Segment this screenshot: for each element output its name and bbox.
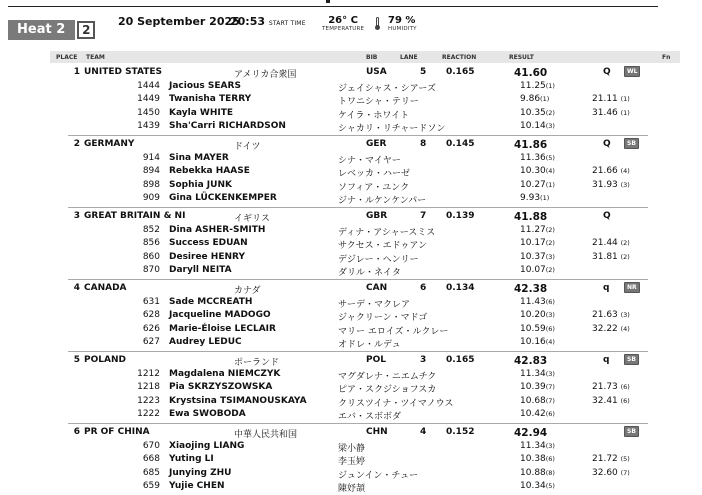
team-separator [68, 207, 648, 208]
athlete-row [68, 440, 648, 454]
athlete-row [68, 408, 648, 422]
athlete-name: Yujie CHEN [169, 481, 225, 491]
temperature-label: TEMPERATURE [322, 26, 365, 32]
split-value: 11.25 [520, 80, 546, 91]
team-row [68, 426, 648, 440]
team-reaction: 0.165 [446, 355, 475, 365]
athlete-row [68, 336, 648, 350]
split-time [520, 409, 555, 419]
team-lane: 6 [420, 283, 427, 293]
athlete-row [68, 264, 648, 278]
athlete-bib: 914 [142, 152, 160, 163]
athlete-row [68, 323, 648, 337]
cumulative-value: 21.72 [592, 454, 618, 464]
record-badge: SB [624, 354, 639, 365]
cumulative-rank: (6) [620, 396, 630, 405]
header-bib: BIB [366, 54, 378, 61]
athlete-bib: 685 [142, 467, 160, 478]
split-rank: (1) [545, 180, 555, 189]
team-result: 42.38 [514, 283, 548, 295]
athlete-name-jp: エバ・スボボダ [338, 412, 402, 422]
athlete-name-jp: ダリル・ネイタ [338, 268, 401, 278]
team-entry [68, 66, 648, 134]
team-lane: 4 [420, 427, 427, 437]
athlete-row [68, 165, 648, 179]
split-value: 11.43 [520, 296, 546, 307]
athlete-row [68, 80, 648, 94]
cumulative-time [592, 454, 630, 464]
header-place: PLACE [56, 54, 78, 61]
athlete-name-jp: レベッカ・ハーゼ [338, 169, 410, 179]
team-code: CHN [366, 427, 388, 437]
split-time [520, 337, 555, 347]
team-name-jp: ドイツ [234, 142, 261, 152]
team-name: GERMANY [84, 139, 135, 149]
cumulative-value: 32.22 [592, 323, 618, 334]
split-rank: (3) [545, 252, 555, 261]
split-time [520, 166, 555, 176]
athlete-name: Xiaojing LIANG [169, 440, 245, 451]
athlete-name-jp: ピア・スクジショフスカ [338, 385, 437, 395]
athlete-name: Rebekka HAASE [169, 166, 250, 176]
split-value: 9.86 [520, 94, 541, 104]
team-reaction: 0.165 [446, 67, 475, 77]
athlete-name: Gina LÜCKENKEMPER [169, 193, 277, 203]
split-rank: (6) [545, 455, 555, 463]
athlete-name: Sina MAYER [169, 152, 229, 163]
athlete-bib: 898 [142, 179, 160, 190]
start-time-label: START TIME [268, 20, 306, 27]
athlete-name-jp: トワニシャ・テリー [338, 97, 419, 107]
athlete-row [68, 381, 648, 395]
cumulative-value: 21.63 [592, 310, 618, 320]
athlete-name: Twanisha TERRY [169, 94, 252, 104]
athlete-bib: 1439 [137, 121, 160, 131]
cumulative-rank: (1) [620, 108, 630, 117]
athlete-name: Success EDUAN [169, 238, 248, 248]
athlete-bib: 894 [142, 166, 160, 176]
split-value: 11.34 [520, 368, 546, 379]
heat-label: Heat 2 [8, 20, 75, 40]
team-separator [68, 279, 648, 280]
qualification-mark: Q [603, 211, 611, 221]
athlete-name: Sade MCCREATH [169, 296, 253, 307]
athlete-row [68, 120, 648, 134]
team-name-jp: アメリカ合衆国 [234, 70, 297, 80]
split-rank: (7) [545, 383, 555, 391]
athlete-bib: 909 [142, 193, 160, 203]
split-rank: (2) [545, 108, 555, 117]
split-value: 11.34 [520, 440, 546, 451]
athlete-bib: 1450 [137, 107, 160, 118]
team-place: 4 [73, 283, 80, 293]
qualification-mark: q [603, 283, 610, 293]
team-name-jp: ポーランド [234, 358, 280, 368]
team-name-jp: カナダ [234, 286, 261, 296]
team-name: POLAND [84, 355, 126, 365]
split-value: 10.38 [520, 454, 546, 464]
team-separator [68, 135, 648, 136]
athlete-bib: 1212 [137, 368, 160, 379]
athlete-bib: 668 [142, 454, 160, 464]
split-value: 10.07 [520, 265, 546, 275]
athlete-bib: 852 [142, 224, 160, 235]
split-time [520, 193, 549, 203]
split-value: 10.27 [520, 179, 546, 190]
split-rank: (3) [545, 311, 555, 319]
cumulative-time [592, 252, 630, 262]
team-name: GREAT BRITAIN & NI [84, 211, 186, 221]
athlete-name: Jacqueline MADOGO [169, 310, 271, 320]
split-time [520, 108, 555, 118]
athlete-name: Sha'Carri RICHARDSON [169, 121, 286, 131]
split-rank: (3) [545, 369, 555, 378]
split-time [520, 252, 555, 262]
athlete-name: Desiree HENRY [169, 251, 245, 262]
record-badge: WL [624, 66, 640, 77]
athlete-name-jp: ジェイシャス・シアーズ [338, 83, 436, 94]
split-value: 10.42 [520, 409, 546, 419]
team-lane: 3 [420, 355, 427, 365]
team-code: POL [366, 355, 386, 365]
team-result: 42.83 [514, 355, 548, 367]
team-row [68, 66, 648, 80]
split-value: 10.59 [520, 323, 546, 334]
split-rank: (4) [545, 338, 555, 346]
cumulative-time [592, 94, 630, 104]
split-time [520, 396, 555, 406]
split-time [520, 468, 555, 478]
team-entry [68, 282, 648, 350]
top-rule [8, 6, 658, 7]
team-reaction: 0.139 [446, 211, 475, 221]
athlete-row [68, 467, 648, 481]
athlete-row [68, 309, 648, 323]
split-value: 10.14 [520, 121, 546, 131]
split-rank: (1) [545, 81, 555, 90]
athlete-bib: 628 [142, 310, 160, 320]
athlete-name-jp: 陳妤頡 [338, 484, 366, 494]
cumulative-time [592, 382, 630, 392]
split-rank: (3) [545, 441, 555, 450]
athlete-name: Pia SKRZYSZOWSKA [169, 382, 273, 392]
athlete-name-jp: ケイラ・ホワイト [338, 110, 410, 121]
cumulative-time [592, 108, 630, 118]
team-name: UNITED STATES [84, 67, 163, 77]
athlete-name-jp: クリスツイナ・ツイマノウス [338, 398, 454, 409]
cumulative-time [592, 238, 630, 248]
cumulative-rank: (2) [620, 252, 630, 261]
team-lane: 7 [420, 211, 427, 221]
humidity-value: 79 % [388, 15, 416, 26]
split-time [520, 94, 549, 104]
athlete-name: Jacious SEARS [169, 80, 241, 91]
team-place: 1 [73, 67, 80, 77]
athlete-name-jp: マリー エロイズ・ルクレー [338, 326, 449, 337]
split-value: 10.34 [520, 481, 546, 491]
cumulative-value: 31.46 [592, 107, 618, 118]
team-entry [68, 138, 648, 206]
split-time [520, 481, 555, 491]
athlete-name: Krystsina TSIMANOUSKAYA [169, 395, 307, 406]
temperature-value: 26° C [328, 15, 358, 26]
humidity-label: HUMIDITY [388, 26, 417, 32]
cumulative-rank: (7) [620, 468, 630, 477]
team-result: 41.86 [514, 139, 548, 151]
athlete-name-jp: シャカリ・リチャードソン [338, 124, 446, 134]
team-name: PR OF CHINA [84, 427, 150, 437]
split-value: 10.35 [520, 107, 546, 118]
athlete-name-jp: ジャクリーン・マドゴ [338, 313, 428, 323]
athlete-name: Ewa SWOBODA [169, 409, 246, 419]
team-row [68, 210, 648, 224]
cumulative-time [592, 180, 630, 190]
split-value: 11.27 [520, 224, 546, 235]
athlete-name-jp: サーデ・マクレア [338, 299, 411, 310]
athlete-name-jp: 李玉婷 [338, 457, 366, 467]
split-rank: (3) [545, 122, 555, 130]
cumulative-value: 21.11 [592, 94, 618, 104]
team-result: 41.60 [514, 67, 548, 79]
split-time [520, 180, 555, 190]
team-row [68, 354, 648, 368]
record-badge: SB [624, 426, 639, 437]
athlete-name-jp: デジレー・ヘンリー [338, 254, 419, 265]
team-place: 3 [73, 211, 80, 221]
split-rank: (6) [545, 297, 555, 306]
team-place: 5 [73, 355, 80, 365]
team-separator [68, 351, 648, 352]
top-tick [326, 0, 330, 3]
split-time [520, 121, 555, 131]
team-place: 6 [73, 427, 80, 437]
temperature [322, 15, 364, 32]
athlete-name-jp: ソフィア・ユンク [338, 182, 410, 193]
athlete-name: Yuting LI [169, 454, 214, 464]
athlete-name: Magdalena NIEMCZYK [169, 368, 281, 379]
cumulative-rank: (6) [620, 383, 630, 391]
header-reaction: REACTION [442, 54, 477, 61]
athlete-name: Junying ZHU [169, 467, 232, 478]
athlete-name-jp: シナ・マイヤー [338, 155, 401, 166]
athlete-name-jp: 梁小静 [338, 443, 366, 454]
split-rank: (2) [545, 266, 555, 274]
split-value: 10.68 [520, 395, 546, 406]
team-code: USA [366, 67, 387, 77]
cumulative-rank: (3) [620, 311, 630, 319]
athlete-name: Kayla WHITE [169, 107, 234, 118]
athlete-bib: 1449 [137, 94, 160, 104]
athlete-row [68, 237, 648, 251]
cumulative-rank: (4) [620, 167, 630, 175]
athlete-name-jp: マグダレナ・ニエムチク [338, 371, 437, 382]
split-time [520, 81, 555, 91]
split-value: 10.20 [520, 310, 546, 320]
team-reaction: 0.134 [446, 283, 475, 293]
cumulative-value: 32.60 [592, 467, 618, 478]
split-rank: (4) [545, 167, 555, 175]
split-time [520, 369, 555, 379]
split-rank: (5) [545, 153, 555, 162]
athlete-bib: 1444 [137, 80, 160, 91]
athlete-bib: 1223 [137, 395, 160, 406]
team-row [68, 138, 648, 152]
split-time [520, 153, 555, 163]
athlete-row [68, 107, 648, 121]
heat-number: 2 [77, 21, 95, 39]
team-code: GER [366, 139, 387, 149]
split-time [520, 310, 555, 320]
athlete-bib: 856 [142, 238, 160, 248]
cumulative-rank: (3) [620, 180, 630, 189]
athlete-name: Dina ASHER-SMITH [169, 224, 266, 235]
split-value: 10.39 [520, 382, 546, 392]
split-value: 10.30 [520, 166, 546, 176]
split-rank: (8) [545, 468, 555, 477]
split-time [520, 324, 555, 334]
start-time-value: 20:53 [230, 15, 266, 28]
record-badge: NR [624, 282, 640, 293]
athlete-bib: 860 [142, 251, 160, 262]
athlete-row [68, 453, 648, 467]
split-rank: (1) [540, 95, 550, 103]
header-fn: Fn [662, 54, 671, 61]
split-value: 10.37 [520, 251, 546, 262]
team-reaction: 0.145 [446, 139, 475, 149]
team-reaction: 0.152 [446, 427, 475, 437]
split-value: 9.93 [520, 193, 541, 203]
header-result: RESULT [509, 54, 534, 61]
team-result: 41.88 [514, 211, 548, 223]
split-time [520, 265, 555, 275]
split-value: 10.16 [520, 337, 546, 347]
team-separator [68, 423, 648, 424]
split-time [520, 382, 555, 392]
event-date: 20 September 2025 [118, 15, 240, 28]
team-name: CANADA [84, 283, 127, 293]
athlete-row [68, 480, 648, 494]
split-rank: (6) [545, 324, 555, 333]
athlete-row [68, 368, 648, 382]
split-time [520, 454, 555, 464]
athlete-bib: 627 [142, 337, 160, 347]
athlete-row [68, 395, 648, 409]
split-value: 10.17 [520, 238, 546, 248]
cumulative-rank: (2) [620, 239, 630, 247]
athlete-row [68, 152, 648, 166]
split-value: 10.88 [520, 467, 546, 478]
athlete-bib: 659 [142, 481, 160, 491]
split-rank: (2) [545, 225, 555, 234]
split-time [520, 238, 555, 248]
athlete-name: Audrey LEDUC [169, 337, 242, 347]
athlete-name-jp: ジュンイン・チュー [338, 470, 419, 481]
split-rank: (7) [545, 396, 555, 405]
team-place: 2 [73, 139, 80, 149]
team-lane: 8 [420, 139, 427, 149]
team-lane: 5 [420, 67, 427, 77]
team-row [68, 282, 648, 296]
split-rank: (5) [545, 482, 555, 490]
qualification-mark: Q [603, 67, 611, 77]
athlete-name-jp: ディナ・アシャースミス [338, 227, 436, 238]
team-entry [68, 426, 648, 494]
split-rank: (6) [545, 410, 555, 418]
split-rank: (2) [545, 239, 555, 247]
cumulative-time [592, 324, 630, 334]
humidity [388, 15, 417, 32]
qualification-mark: Q [603, 139, 611, 149]
athlete-row [68, 224, 648, 238]
cumulative-time [592, 396, 630, 406]
split-value: 11.36 [520, 152, 546, 163]
cumulative-value: 21.66 [592, 166, 618, 176]
athlete-bib: 631 [142, 296, 160, 307]
header-lane: LANE [400, 54, 418, 61]
team-name-jp: 中華人民共和国 [234, 430, 298, 440]
athlete-row [68, 192, 648, 206]
cumulative-time [592, 166, 630, 176]
cumulative-rank: (1) [620, 95, 630, 103]
cumulative-value: 31.81 [592, 251, 618, 262]
split-time [520, 441, 555, 451]
team-name-jp: イギリス [234, 214, 270, 224]
athlete-name-jp: サクセス・エドゥアン [338, 241, 428, 251]
column-headers [50, 51, 680, 63]
athlete-name: Sophia JUNK [169, 179, 232, 190]
athlete-bib: 1218 [137, 382, 160, 392]
split-rank: (1) [540, 194, 550, 202]
thermometer-icon [375, 17, 380, 31]
record-badge: SB [624, 138, 639, 149]
cumulative-value: 32.41 [592, 395, 618, 406]
athlete-row [68, 93, 648, 107]
team-code: GBR [366, 211, 388, 221]
cumulative-time [592, 310, 630, 320]
cumulative-value: 31.93 [592, 179, 618, 190]
cumulative-rank: (4) [620, 324, 630, 333]
cumulative-value: 21.73 [592, 382, 618, 392]
split-time [520, 225, 555, 235]
team-entry [68, 354, 648, 422]
athlete-bib: 1222 [137, 409, 160, 419]
team-code: CAN [366, 283, 388, 293]
athlete-bib: 870 [142, 265, 160, 275]
athlete-row [68, 296, 648, 310]
athlete-name: Marie-Éloise LECLAIR [169, 323, 276, 334]
athlete-name-jp: ジナ・ルケンケンパー [338, 196, 427, 206]
cumulative-rank: (5) [620, 455, 630, 463]
cumulative-time [592, 468, 630, 478]
team-entry [68, 210, 648, 278]
athlete-bib: 670 [142, 440, 160, 451]
split-time [520, 297, 555, 307]
athlete-bib: 626 [142, 323, 160, 334]
start-time [230, 15, 306, 28]
athlete-name-jp: オドレ・ルデュ [338, 340, 401, 350]
qualification-mark: q [603, 355, 610, 365]
cumulative-value: 21.44 [592, 238, 618, 248]
heat-header [8, 20, 95, 40]
athlete-row [68, 179, 648, 193]
team-result: 42.94 [514, 427, 548, 439]
athlete-row [68, 251, 648, 265]
athlete-name: Daryll NEITA [169, 265, 232, 275]
header-team: TEAM [86, 54, 105, 61]
